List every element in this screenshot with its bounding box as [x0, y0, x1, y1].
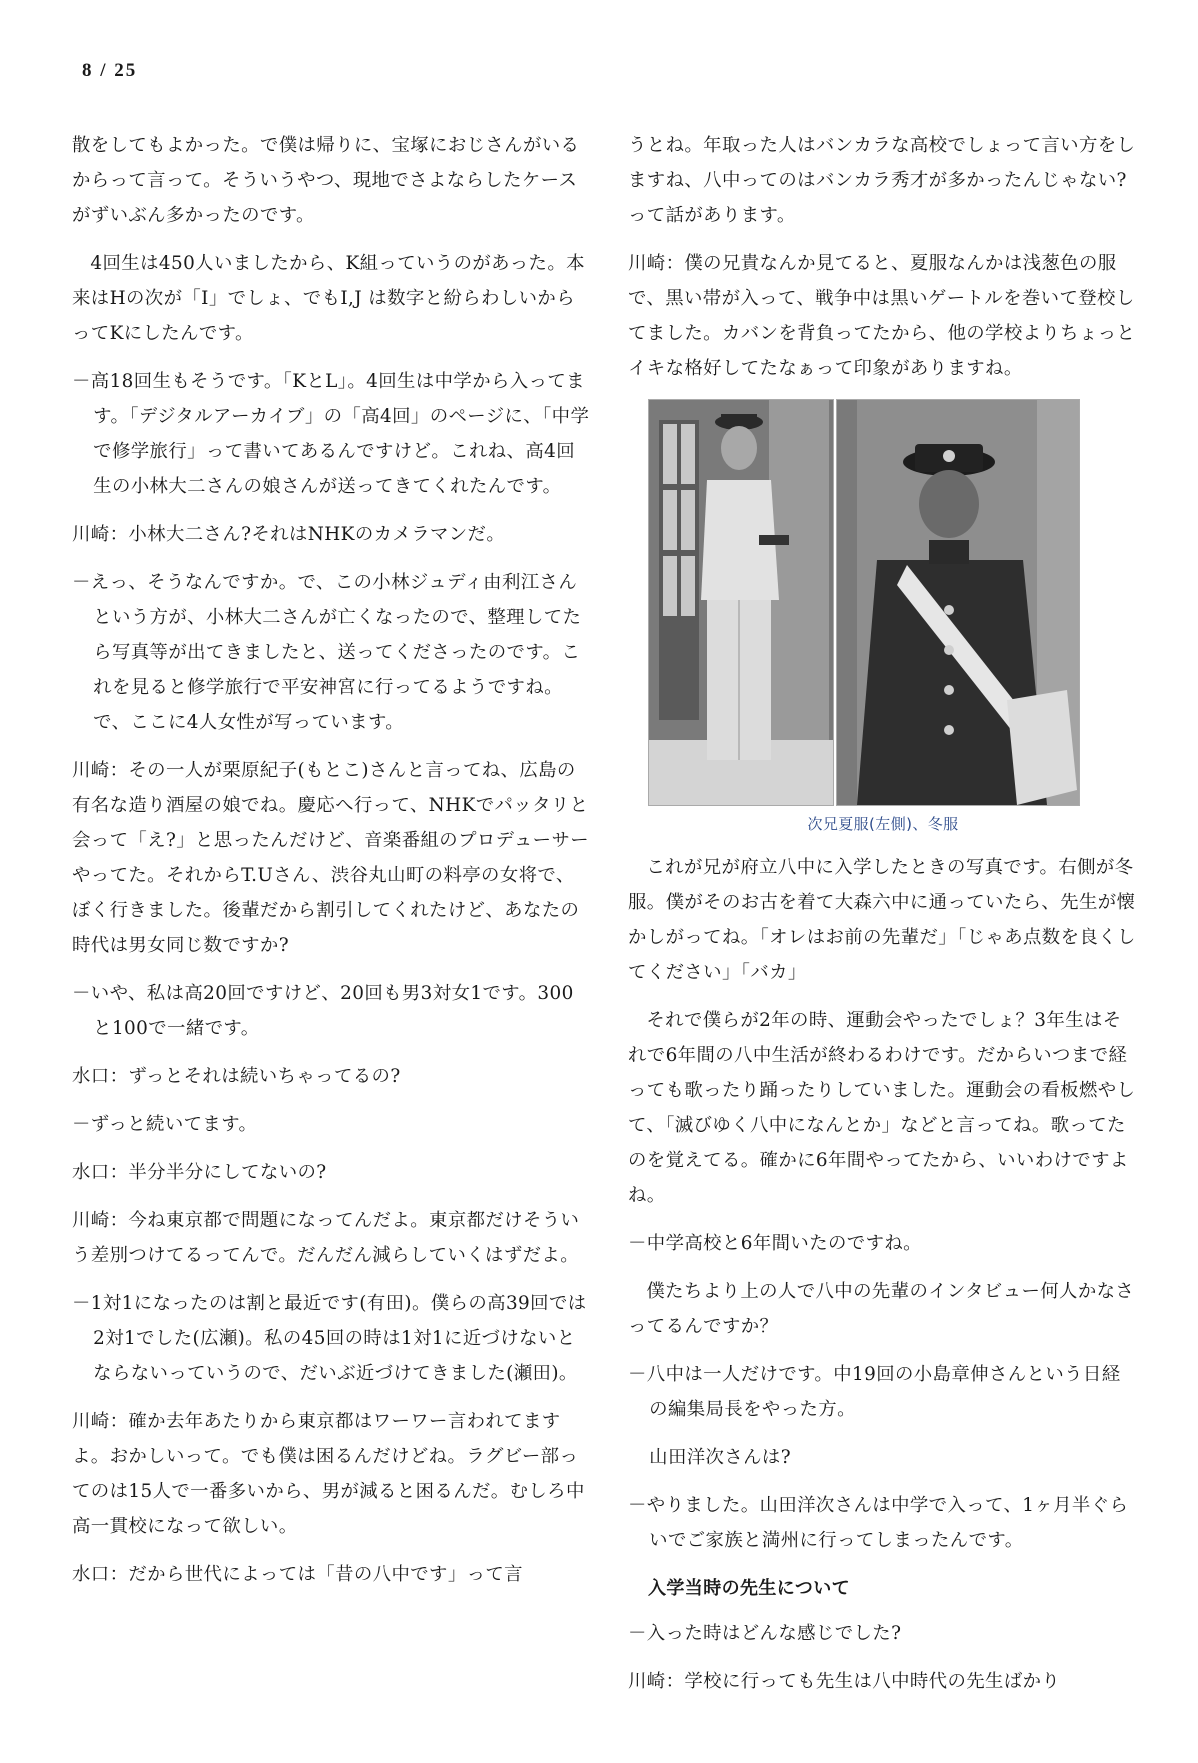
paragraph: －八中は一人だけです。中19回の小島章伸さんという日経の編集局長をやった方。: [628, 1364, 1121, 1420]
paragraph: －ずっと続いてます。: [72, 1114, 258, 1135]
section-heading: 入学当時の先生について: [648, 1578, 851, 1599]
paragraph: －高18回生もそうです。「KとL」。4回生は中学から入ってます。「デジタルアーカイブ」の「高4回」のページに、「中学で修学旅行」って書いてあるんですけど。これね、高4回生の小林大二さんの娘さんが送ってきてくれたんです。: [72, 371, 590, 497]
paragraph: －えっ、そうなんですか。で、この小林ジュディ由利江さんという方が、小林大二さんが亡くなったので、整理してたら写真等が出てきましたと、送ってくださったのです。これを見ると修学旅行で平安神宮に行ってるようですね。で、ここに4人女性が写っています。: [72, 572, 582, 733]
paragraph: これが兄が府立八中に入学したときの写真です。右側が冬服。僕がそのお古を着て大森六中に通っていたら、先生が懐かしがってね。「オレはお前の先輩だ」「じゃあ点数を良くしてください」「バカ」: [628, 857, 1136, 983]
paragraph: －中学高校と6年間いたのですね。: [628, 1233, 922, 1254]
paragraph: 水口：ずっとそれは続いちゃってるの?: [72, 1066, 401, 1087]
paragraph: 水口：半分半分にしてないの?: [72, 1162, 327, 1183]
paragraph: 川崎：今ね東京都で問題になってんだよ。東京都だけそういう差別つけてるってんで。だんだん減らしていくはずだよ。: [72, 1210, 580, 1266]
paragraph: それで僕らが2年の時、運動会やったでしょ？3年生はそれで6年間の八中生活が終わるわけです。だからいつまで経っても歌ったり踊ったりしていました。運動会の看板燃やして、「滅びゆく八中になんとか」などと言ってね。歌ってたのを覚えてる。確かに6年間やってたから、いいわけですよね。: [628, 1010, 1136, 1206]
paragraph: 僕たちより上の人で八中の先輩のインタビュー何人かなさってるんですか？: [628, 1281, 1135, 1337]
paragraph: 散をしてもよかった。で僕は帰りに、宝塚におじさんがいるからって言って。そういうやつ、現地でさよならしたケースがずいぶん多かったのです。: [72, 135, 580, 226]
photo-caption: 次兄夏服(左側)、冬服: [807, 815, 959, 833]
right-column: [628, 128, 1138, 1712]
paragraph: －いや、私は高20回ですけど、20回も男3対女1です。300と100で一緒です。: [72, 983, 574, 1039]
paragraph: 川崎：確か去年あたりから東京都はワーワー言われてますよ。おかしいって。でも僕は困るんだけどね。ラグビー部ってのは15人で一番多いから、男が減ると困るんだ。むしろ中高一貫校になって欲しい。: [72, 1411, 585, 1537]
paragraph: うとね。年取った人はバンカラな高校でしょって言い方をしますね、八中ってのはバンカラ秀才が多かったんじゃない?って話があります。: [628, 135, 1136, 226]
paragraph: －1対1になったのは割と最近です(有田)。僕らの高39回では2対1でした(広瀬)。私の45回の時は1対1に近づけないとならないっていうので、だいぶ近づけてきました(瀬田)。: [72, 1293, 587, 1384]
page-number: 8 / 25: [82, 60, 138, 81]
left-column: [72, 128, 592, 1605]
paragraph: 川崎：僕の兄貴なんか見てると、夏服なんかは浅葱色の服で、黒い帯が入って、戦争中は黒いゲートルを巻いて登校してました。カバンを背負ってたから、他の学校よりちょっとイキな格好してたなぁって印象がありますね。: [628, 253, 1136, 379]
paragraph: 川崎：小林大二さん?それはNHKのカメラマンだ。: [72, 524, 506, 545]
paragraph: 山田洋次さんは?: [649, 1447, 791, 1468]
paragraph: 川崎：学校に行っても先生は八中時代の先生ばかり: [628, 1671, 1061, 1692]
paragraph: 4回生は450人いましたから、K組っていうのがあった。本来はHの次が「I」でしょ、でもI,J は数字と紛らわしいからってKにしたんです。: [72, 253, 585, 344]
summer-uniform-photo: [648, 399, 834, 806]
paragraph: 川崎：その一人が栗原紀子(もとこ)さんと言ってね、広島の有名な造り酒屋の娘でね。慶応へ行って、NHKでパッタリと会って「え?」と思ったんだけど、音楽番組のプロデューサーやってた。それからT.Uさん、渋谷丸山町の料亭の女将で、ぼく行きました。後輩だから割引してくれたけど、あなたの時代は男女同じ数ですか?: [72, 760, 590, 956]
paragraph: －やりました。山田洋次さんは中学で入って、1ヶ月半ぐらいでご家族と満州に行ってしまったんです。: [628, 1495, 1129, 1551]
photo-figure: [648, 399, 1078, 804]
paragraph: 水口：だから世代によっては「昔の八中です」って言: [72, 1564, 523, 1585]
winter-uniform-photo: [836, 399, 1080, 806]
paragraph: －入った時はどんな感じでした?: [628, 1623, 902, 1644]
